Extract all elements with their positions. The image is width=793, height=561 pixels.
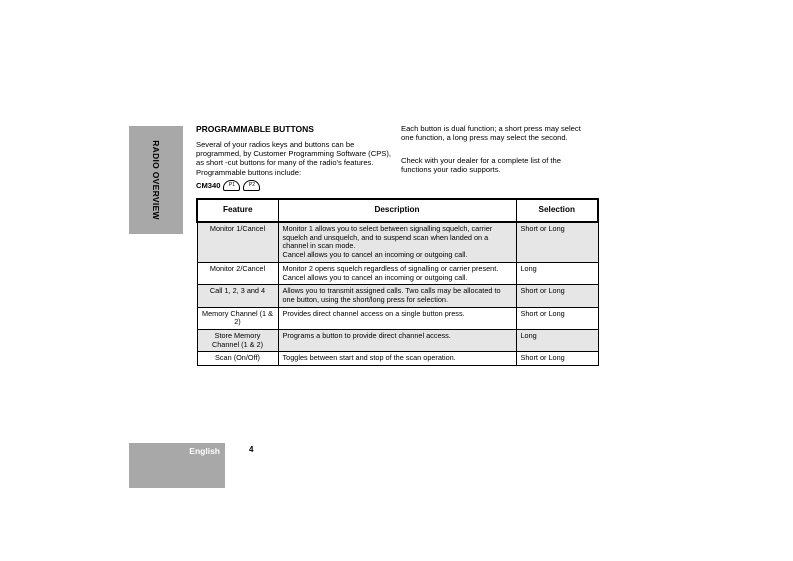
p2-button-icon: P2 (243, 180, 260, 191)
section-heading: PROGRAMMABLE BUTTONS (196, 124, 314, 134)
language-label: English (189, 446, 220, 456)
selection-cell: Short or Long (516, 222, 598, 262)
selection-cell: Short or Long (516, 285, 598, 307)
description-cell (278, 285, 516, 307)
table-row (197, 222, 598, 262)
description-line: Monitor 1 allows you to select between signalling squelch, carrier squelch and unsquelch, and to suspend scan when landed on a channel in scan mode. (282, 224, 493, 251)
page-number: 4 (249, 445, 254, 454)
intro-paragraph: Several of your radios keys and buttons can be programmed, by Customer Programming Software (CPS), as short -cut buttons for many of the radio's features. Programmable buttons include: (196, 140, 391, 177)
table-row (197, 330, 598, 352)
table-row (197, 262, 598, 284)
programmable-buttons-table (196, 198, 599, 366)
selection-cell: Short or Long (516, 352, 598, 366)
description-line: Programs a button to provide direct channel access. (282, 331, 451, 341)
cm340-line (196, 180, 260, 191)
description-cell (278, 222, 516, 262)
feature-cell: Monitor 2/Cancel (197, 262, 278, 284)
table-header-row (197, 199, 598, 222)
description-line: Cancel allows you to cancel an incoming or outgoing call. (282, 272, 468, 282)
p1-button-icon: P1 (223, 180, 240, 191)
description-line: Toggles between start and stop of the scan operation. (282, 353, 456, 363)
dual-function-paragraph: Each button is dual function; a short press may select one function, a long press may select the second. (401, 124, 581, 143)
description-cell (278, 330, 516, 352)
table-row (197, 285, 598, 307)
description-line: Monitor 2 opens squelch regardless of signalling or carrier present. (282, 263, 499, 273)
feature-cell: Memory Channel (1 & 2) (197, 307, 278, 329)
description-cell (278, 262, 516, 284)
feature-cell: Store Memory Channel (1 & 2) (197, 330, 278, 352)
description-line: Cancel allows you to cancel an incoming or outgoing call. (282, 250, 468, 260)
table-row (197, 307, 598, 329)
selection-cell: Short or Long (516, 307, 598, 329)
table-row (197, 352, 598, 366)
dealer-paragraph: Check with your dealer for a complete list of the functions your radio supports. (401, 156, 561, 175)
header-feature: Feature (197, 199, 278, 222)
description-line: Provides direct channel access on a single button press. (282, 308, 465, 318)
selection-cell: Long (516, 330, 598, 352)
header-description: Description (278, 199, 516, 222)
cm340-label: CM340 (196, 181, 221, 190)
side-tab-label: RADIO OVERVIEW (151, 140, 161, 220)
feature-cell: Call 1, 2, 3 and 4 (197, 285, 278, 307)
selection-cell: Long (516, 262, 598, 284)
feature-cell: Monitor 1/Cancel (197, 222, 278, 262)
description-line: Allows you to transmit assigned calls. Two calls may be allocated to one button, using the short/long press for selection. (282, 286, 501, 304)
description-cell (278, 307, 516, 329)
feature-cell: Scan (On/Off) (197, 352, 278, 366)
description-cell (278, 352, 516, 366)
header-selection: Selection (516, 199, 598, 222)
language-tab (129, 443, 225, 488)
